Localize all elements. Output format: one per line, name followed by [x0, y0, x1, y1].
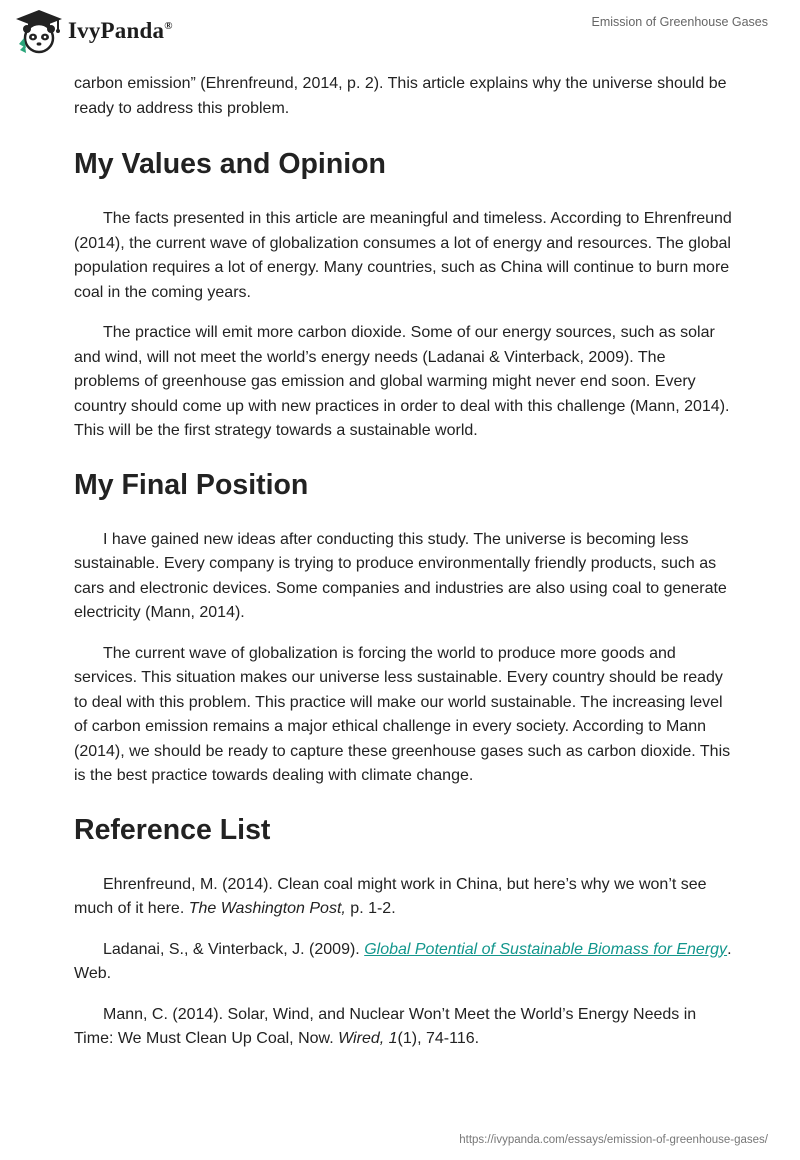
intro-paragraph: carbon emission” (Ehrenfreund, 2014, p. 2). This article explains why the universe should be ready to address this problem. [74, 75, 727, 117]
page-header [0, 0, 800, 62]
values-paragraph-2: The practice will emit more carbon dioxide. Some of our energy sources, such as solar and wind, will not meet the world’s energy needs (Ladanai & Vinterback, 2009). The problems of greenhouse gas emission and global warming might never end soon. Every country should come up with new practices in order to deal with this challenge (Mann, 2014). This will be the first strategy towards a sustainable world. [74, 324, 730, 439]
footer-url: https://ivypanda.com/essays/emission-of-greenhouse-gases/ [459, 1134, 768, 1146]
final-paragraph-2: The current wave of globalization is forcing the world to produce more goods and services. This situation makes our universe less sustainable. Every country should be ready to deal with this problem. This practice will make our world sustainable. The increasing level of carbon emission remains a major ethical challenge in every society. According to Mann (2014), we should be ready to capture these greenhouse gases such as carbon dioxide. This is the best practice towards dealing with climate change. [74, 644, 731, 784]
reference-item-mann: Mann, C. (2014). Solar, Wind, and Nuclear Won’t Meet the World’s Energy Needs in Time: We Must Clean Up Coal, Now. Wired, 1(1), 74-116. [74, 1005, 697, 1047]
heading-values-opinion: My Values and Opinion [74, 148, 386, 180]
brand-name: IvyPanda® [68, 18, 173, 43]
reference-link-biomass[interactable]: Global Potential of Sustainable Biomass for Energy [364, 940, 728, 958]
final-paragraph-1: I have gained new ideas after conducting this study. The universe is becoming less sustainable. Every company is trying to produce environmentally friendly products, such as cars and electronic devices. Some companies and industries are also using coal to generate electricity (Mann, 2014). [74, 530, 727, 621]
ivypanda-logo[interactable] [14, 8, 173, 54]
heading-final-position: My Final Position [74, 468, 309, 501]
reference-item-ehrenfreund: Ehrenfreund, M. (2014). Clean coal might work in China, but here’s why we won’t see much of it here. The Washington Post, p. 1-2. [74, 875, 707, 917]
essay-content [74, 72, 734, 1068]
panda-graduate-icon [14, 8, 64, 54]
heading-reference-list: Reference List [74, 813, 271, 846]
values-paragraph-1: The facts presented in this article are meaningful and timeless. According to Ehrenfreund (2014), the current wave of globalization consumes a lot of energy and resources. The global population requires a lot of energy. Many countries, such as China will continue to burn more coal in the coming years. [74, 210, 732, 301]
reference-item-ladanai: Ladanai, S., & Vinterback, J. (2009). Global Potential of Sustainable Biomass for Energy. Web. [74, 940, 732, 982]
document-title: Emission of Greenhouse Gases [591, 15, 768, 29]
